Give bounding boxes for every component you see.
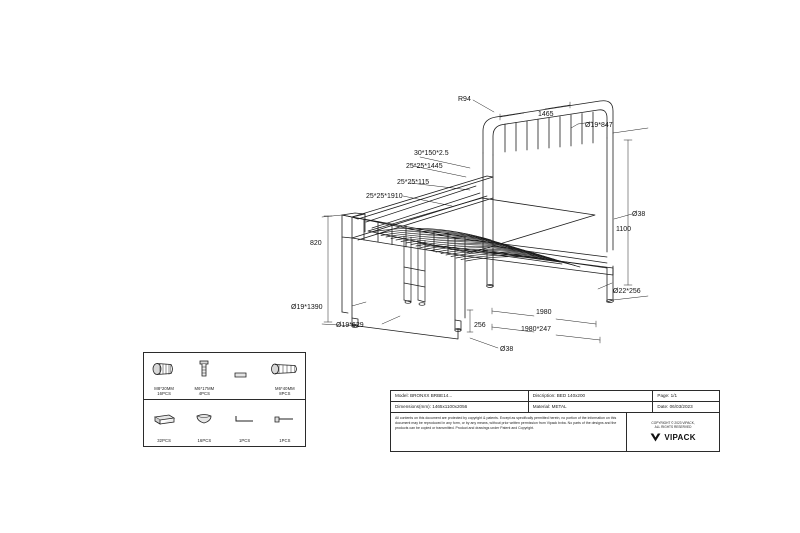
title-block	[390, 390, 720, 452]
part-bolt-m8x20	[144, 353, 184, 399]
dim-d19x629: Ø19*629	[336, 322, 364, 329]
side-rails	[352, 176, 613, 339]
part-wrench	[225, 353, 265, 399]
cap-icon	[149, 400, 179, 438]
brand-name: VIPACK	[664, 432, 696, 442]
dim-d38-right: Ø38	[632, 211, 646, 218]
allen-key-icon	[231, 400, 259, 438]
parts-legend-row-2	[144, 400, 305, 446]
part-spec: M8*20MM	[154, 385, 175, 391]
dim-d19x847: Ø19*847	[585, 122, 613, 129]
dim-30x150x25: 30*150*2.5	[414, 150, 449, 157]
dim-820: 820	[310, 240, 322, 247]
part-spec: M6*17MM	[194, 385, 215, 391]
part-allen-key	[225, 400, 265, 446]
brand-logo	[650, 433, 695, 443]
part-qty: 1PCS	[279, 437, 291, 443]
copyright-cell	[627, 413, 719, 451]
bolt-long-icon	[268, 353, 302, 386]
dim-25x25x1910: 25*25*1910	[366, 193, 403, 200]
dim-r94: R94	[458, 96, 471, 103]
dim-25x25x115: 25*25*115	[397, 179, 430, 186]
part-qty: 8PCS	[279, 390, 291, 396]
material-field: Material: METAL	[529, 402, 654, 412]
part-qty: 1PCS	[238, 437, 251, 443]
title-block-row-dimensions	[391, 402, 719, 413]
part-screw-m6x17	[184, 353, 224, 399]
pin-icon	[271, 400, 299, 438]
date-field: Date: 06/03/2023	[657, 403, 693, 409]
description-field: Discription: BED 140x200	[529, 391, 654, 401]
parts-legend	[143, 352, 306, 447]
part-pin	[265, 400, 305, 446]
bolt-icon	[149, 353, 179, 386]
title-block-row-legal	[391, 413, 719, 451]
part-spec: M6*40MM	[274, 385, 295, 391]
dim-1980x247: 1980*247	[521, 326, 551, 333]
copyright-line-2: ALL RIGHTS RESERVED	[654, 425, 692, 430]
screw-icon	[192, 353, 216, 386]
dim-d38-bottom: Ø38	[500, 346, 514, 353]
washer-icon	[190, 400, 218, 438]
page-field: Page: 1/1	[657, 393, 678, 398]
part-qty: 16PCS	[197, 437, 212, 443]
dim-25x25x1445: 25*25*1445	[406, 163, 443, 170]
part-bolt-m6x40	[265, 353, 305, 399]
wrench-icon	[232, 353, 258, 396]
dimensions-field: Dimensions(mm): 1465x1100x2056	[391, 402, 529, 412]
part-cap-a	[144, 400, 184, 446]
legal-text: All contents on this document are protected by copyright & patents. Except as specifically permitted herein, no portion of the information on this document may be reproduced in any form, or by any means, without prior written permission from Vipack bvba. No parts of the designs and the products can be copied or transmitted. Product and drawings under Patent and Copyright.	[391, 413, 627, 451]
dim-256: 256	[474, 322, 486, 329]
part-qty: 32PCS	[157, 437, 172, 443]
dim-1100: 1100	[616, 226, 632, 233]
dim-d22x256: Ø22*256	[613, 288, 641, 295]
dim-d19x1390: Ø19*1390	[291, 304, 323, 311]
dim-1980: 1980	[536, 309, 552, 316]
model-field: Model: BRONXX BRBE14...	[391, 391, 529, 401]
part-qty: 16PCS	[157, 390, 172, 396]
part-cap-b	[184, 400, 224, 446]
dim-1465: 1465	[538, 111, 554, 118]
title-block-row-model	[391, 391, 719, 402]
vipack-v-icon	[650, 433, 661, 442]
part-qty: 4PCS	[198, 390, 211, 396]
copyright-line-1: COPYRIGHT © 2023 VIPACK,	[651, 420, 695, 425]
parts-legend-row-1	[144, 353, 305, 400]
